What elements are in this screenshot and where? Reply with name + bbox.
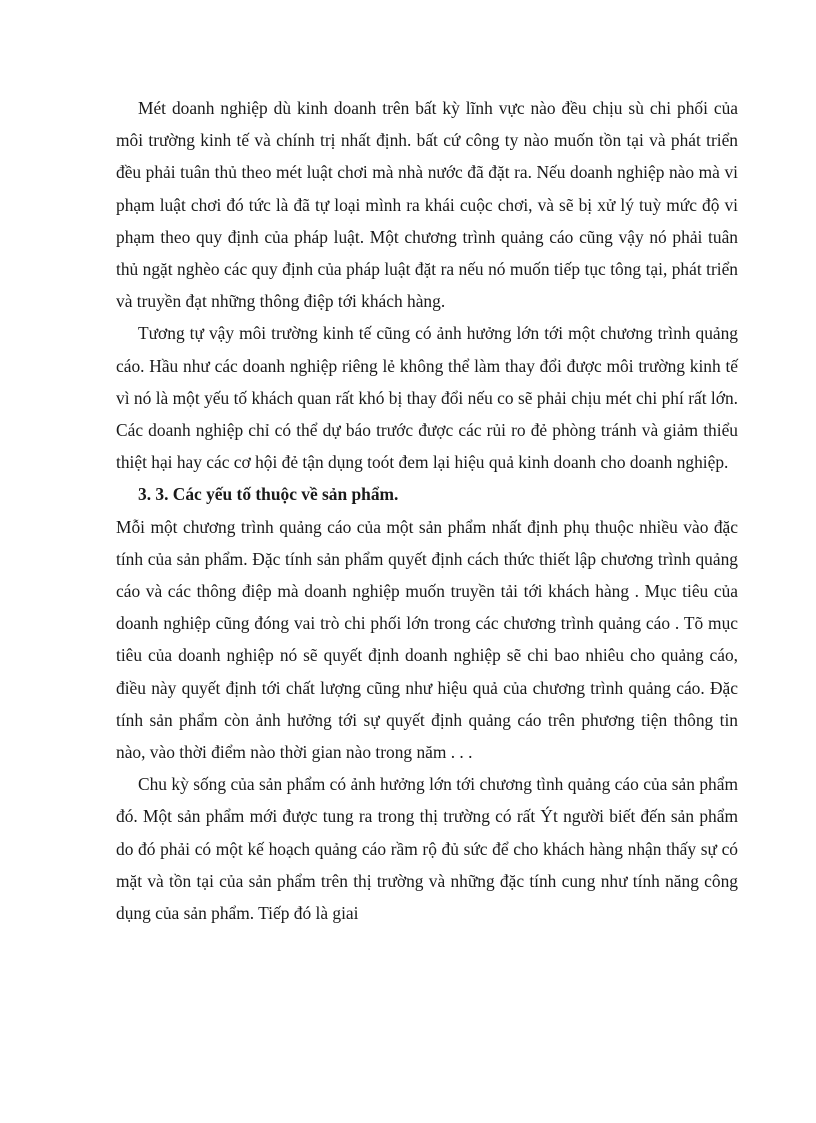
paragraph-product-lifecycle: Chu kỳ sống của sản phẩm có ảnh hưởng lớn tới chương tình quảng cáo của sản phẩm đó. Một sản phẩm mới được tung ra trong thị trường có rất Ýt người biết đến sản phẩm do đó phải có một kế hoạch quảng cáo rầm rộ đủ sức để cho khách hàng nhận thấy sự có mặt và tồn tại của sản phẩm trên thị trường và những đặc tính cung như tính năng công dụng của sản phẩm. Tiếp đó là giai xyxy=(116,774,738,924)
paragraph-product-factors: Mỗi một chương trình quảng cáo của một sản phẩm nhất định phụ thuộc nhiều vào đặc tính của sản phẩm. Đặc tính sản phẩm quyết định cách thức thiết lập chương trình quảng cáo và các thông điệp mà doanh nghiệp muốn truyền tải tới khách hàng . Mục tiêu của doanh nghiệp cũng đóng vai trò chi phối lớn trong các chương trình quảng cáo . Tõ mục tiêu của doanh nghiệp nó sẽ quyết định doanh nghiệp sẽ chi bao nhiêu cho quảng cáo, điều này quyết định tới chất lượng cũng như hiệu quả của chương trình quảng cáo. Đặc tính sản phẩm còn ảnh hưởng tới sự quyết định quảng cáo trên phương tiện thông tin nào, vào thời điểm nào thời gian nào trong năm . . . xyxy=(116,516,738,763)
document-page xyxy=(116,92,738,929)
section-heading: 3. 3. Các yếu tố thuộc về sản phẩm. xyxy=(138,484,399,505)
paragraph-economic-environment: Tương tự vậy môi trường kinh tế cũng có ảnh hưởng lớn tới một chương trình quảng cáo. Hầu như các doanh nghiệp riêng lẻ không thể làm thay đổi được môi trường kinh tế vì nó là một yếu tố khách quan rất khó bị thay đổi nếu co sẽ phải chịu mét chi phí rất lớn. Các doanh nghiệp chỉ có thể dự báo trước được các rủi ro đẻ phòng tránh và giảm thiểu thiệt hại hay các cơ hội đẻ tận dụng toót đem lại hiệu quả kinh doanh cho doanh nghiệp. xyxy=(116,323,738,473)
paragraph-legal-environment: Mét doanh nghiệp dù kinh doanh trên bất kỳ lĩnh vực nào đều chịu sù chi phối của môi trường kinh tế và chính trị nhất định. bất cứ công ty nào muốn tồn tại và phát triển đều phải tuân thủ theo mét luật chơi mà nhà nước đã đặt ra. Nếu doanh nghiệp nào mà vi phạm luật chơi đó tức là đã tự loại mình ra khái cuộc chơi, và sẽ bị xử lý tuỳ mức độ vi phạm theo quy định của pháp luật. Một chương trình quảng cáo cũng vậy nó phải tuân thủ ngặt nghèo các quy định của pháp luật đặt ra nếu nó muốn tiếp tục tông tại, phát triển và truyền đạt những thông điệp tới khách hàng. xyxy=(116,98,738,312)
